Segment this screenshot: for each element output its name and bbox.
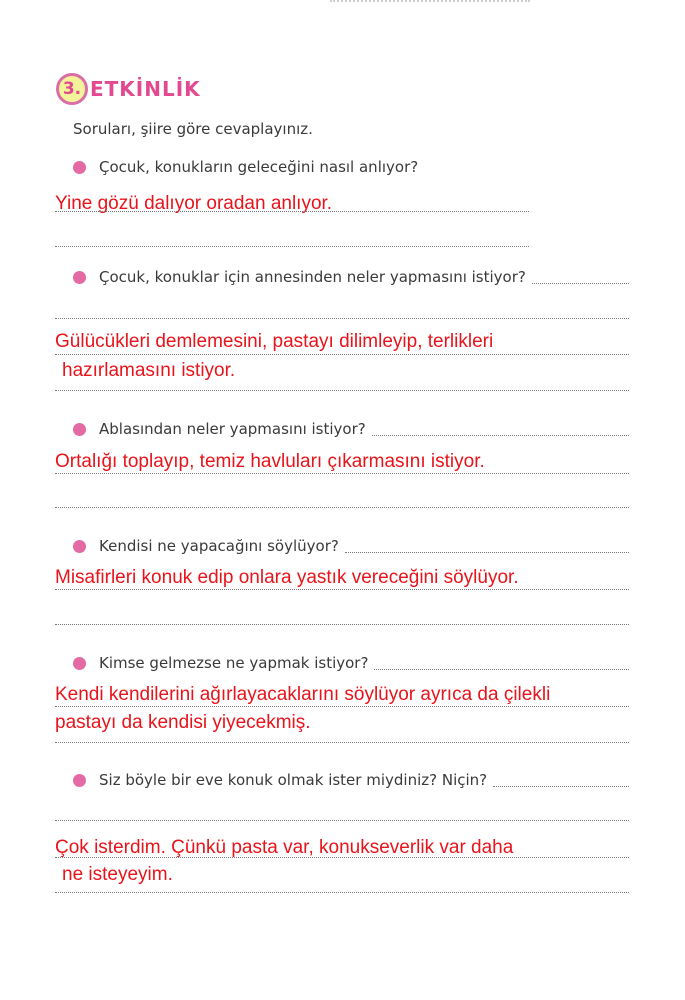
bullet-icon xyxy=(73,161,86,174)
answer-line xyxy=(374,657,629,670)
answer-line xyxy=(55,589,629,590)
answer-line xyxy=(55,318,629,319)
top-dotted-rule xyxy=(330,0,530,6)
answer-line xyxy=(55,354,629,355)
bullet-icon xyxy=(73,540,86,553)
activity-header xyxy=(56,72,201,106)
question-6 xyxy=(73,771,629,789)
bullet-icon xyxy=(73,423,86,436)
question-4 xyxy=(73,537,629,555)
question-text: Çocuk, konukların geleceğini nasıl anlıyor? xyxy=(99,158,419,176)
activity-title: ETKİNLİK xyxy=(90,77,201,101)
question-2 xyxy=(73,268,629,286)
question-3 xyxy=(73,420,629,438)
answer-2-line-2[interactable]: hazırlamasını istiyor. xyxy=(62,360,236,381)
answer-2-line-1[interactable]: Gülücükleri demlemesini, pastayı dilimleyip, terlikleri xyxy=(55,331,494,352)
question-1 xyxy=(73,158,629,176)
question-text: Kendisi ne yapacağını söylüyor? xyxy=(99,537,339,555)
answer-line xyxy=(55,742,629,743)
answer-line xyxy=(55,246,529,247)
answer-line xyxy=(532,271,629,284)
answer-line xyxy=(345,540,629,553)
answer-5-line-1[interactable]: Kendi kendilerini ağırlayacaklarını söylüyor ayrıca da çilekli xyxy=(55,684,551,705)
bullet-icon xyxy=(73,271,86,284)
answer-line xyxy=(55,211,529,212)
answer-line xyxy=(55,624,629,625)
answer-line xyxy=(55,857,629,858)
answer-line xyxy=(55,706,629,707)
instructions: Soruları, şiire göre cevaplayınız. xyxy=(73,120,313,138)
answer-3-line-1[interactable]: Ortalığı toplayıp, temiz havluları çıkarmasını istiyor. xyxy=(55,451,485,472)
answer-1-line-1[interactable]: Yine gözü dalıyor oradan anlıyor. xyxy=(55,193,333,214)
question-text: Siz böyle bir eve konuk olmak ister miydiniz? Niçin? xyxy=(99,771,488,789)
answer-line xyxy=(493,774,629,787)
answer-line xyxy=(55,820,629,821)
question-text: Kimse gelmezse ne yapmak istiyor? xyxy=(99,654,369,672)
question-text: Ablasından neler yapmasını istiyor? xyxy=(99,420,366,438)
question-text: Çocuk, konuklar için annesinden neler yapmasını istiyor? xyxy=(99,268,526,286)
answer-line xyxy=(372,423,629,436)
answer-line xyxy=(55,892,629,893)
answer-6-line-2[interactable]: ne isteyeyim. xyxy=(62,864,173,885)
answer-line xyxy=(55,390,629,391)
question-5 xyxy=(73,654,629,672)
answer-4-line-1[interactable]: Misafirleri konuk edip onlara yastık vereceğini söylüyor. xyxy=(55,567,519,588)
answer-line xyxy=(55,473,629,474)
answer-6-line-1[interactable]: Çok isterdim. Çünkü pasta var, konukseverlik var daha xyxy=(55,837,514,858)
answer-5-line-2[interactable]: pastayı da kendisi yiyecekmiş. xyxy=(55,712,311,733)
activity-number-badge: 3. xyxy=(56,73,88,105)
answer-line xyxy=(55,507,629,508)
bullet-icon xyxy=(73,657,86,670)
bullet-icon xyxy=(73,774,86,787)
